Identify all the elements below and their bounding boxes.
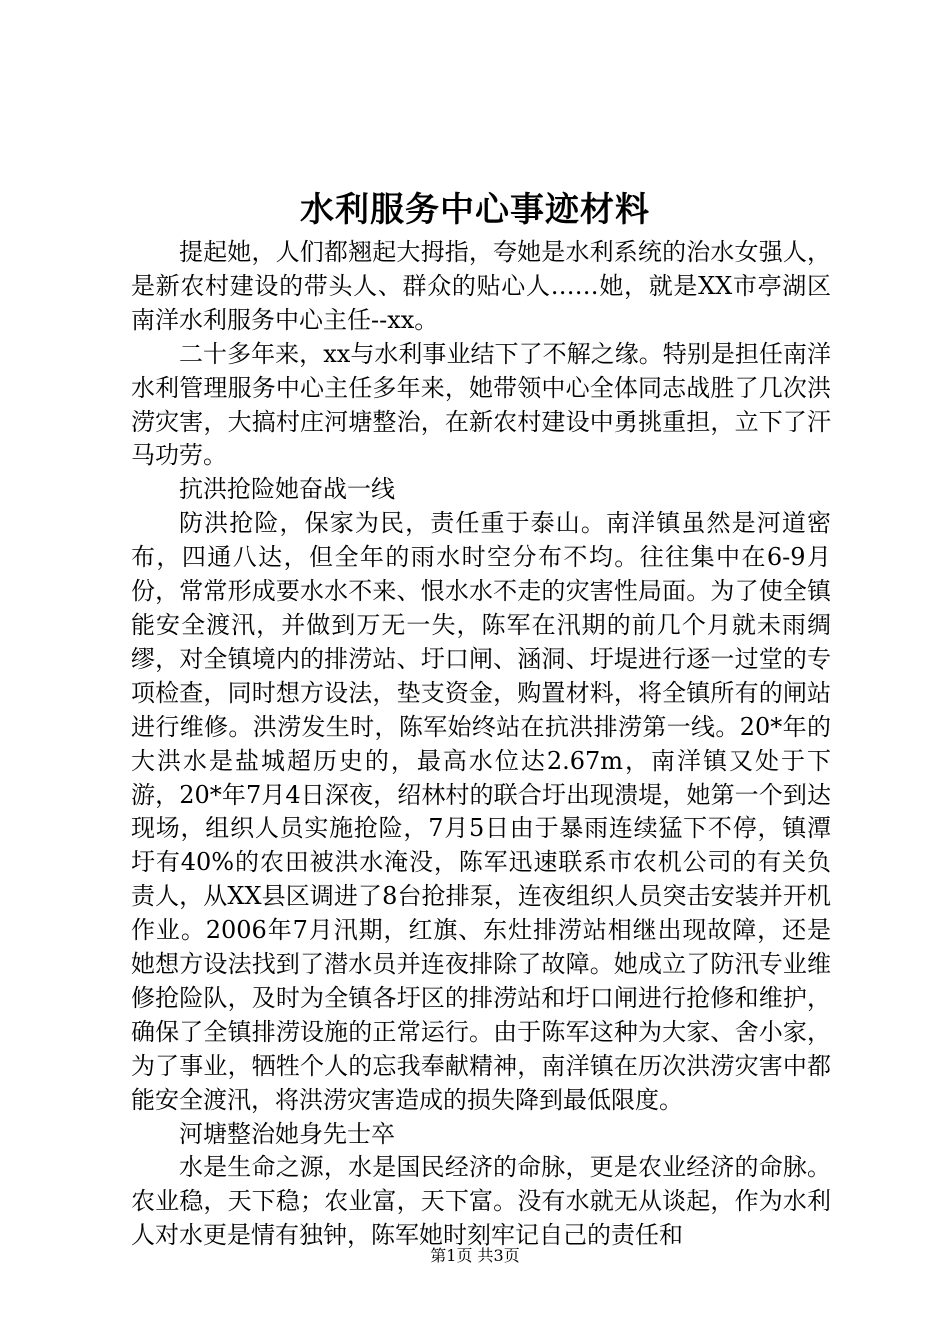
page-footer: 第1页 共3页 bbox=[430, 1246, 520, 1265]
paragraph-river-pond-renovation: 水是生命之源，水是国民经济的命脉，更是农业经济的命脉。农业稳，天下稳；农业富，天下富。没有水就无从谈起，作为水利人对水更是情有独钟，陈军她时刻牢记自己的责任和 bbox=[131, 1153, 831, 1250]
document-title: 水利服务中心事迹材料 bbox=[300, 190, 650, 230]
section-heading-flood-fighting: 抗洪抢险她奋战一线 bbox=[179, 475, 395, 504]
paragraph-overview: 二十多年来，xx与水利事业结下了不解之缘。特别是担任南洋水利管理服务中心主任多年来，她带领中心全体同志战胜了几次洪涝灾害，大搞村庄河塘整治，在新农村建设中勇挑重担，立下了汗马功劳。 bbox=[131, 339, 831, 470]
section-heading-river-pond-renovation: 河塘整治她身先士卒 bbox=[179, 1119, 395, 1148]
paragraph-intro: 提起她，人们都翘起大拇指，夸她是水利系统的治水女强人，是新农村建设的带头人、群众的贴心人……她，就是XX市亭湖区南洋水利服务中心主任--xx。 bbox=[131, 238, 831, 334]
document-body bbox=[131, 236, 831, 1253]
paragraph-flood-fighting: 防洪抢险，保家为民，责任重于泰山。南洋镇虽然是河道密布，四通八达，但全年的雨水时空分布不均。往往集中在6-9月份，常常形成要水水不来、恨水水不走的灾害性局面。为了使全镇能安全渡汛，并做到万无一失，陈军在汛期的前几个月就未雨绸缪，对全镇境内的排涝站、圩口闸、涵洞、圩堤进行逐一过堂的专项检查，同时想方设法，垫支资金，购置材料，将全镇所有的闸站进行维修。洪涝发生时，陈军始终站在抗洪排涝第一线。20*年的大洪水是盐城超历史的，最高水位达2.67m，南洋镇又处于下游，20*年7月4日深夜，绍林村的联合圩出现溃堤，她第一个到达现场，组织人员实施抢险，7月5日由于暴雨连续猛下不停，镇潭圩有40%的农田被洪水淹没，陈军迅速联系市农机公司的有关负责人，从XX县区调进了8台抢排泵，连夜组织人员突击安装并开机作业。2006年7月汛期，红旗、东灶排涝站相继出现故障，还是她想方设法找到了潜水员并连夜排除了故障。她成立了防汛专业维修抢险队，及时为全镇各圩区的排涝站和圩口闸进行抢修和维护，确保了全镇排涝设施的正常运行。由于陈军这种为大家、舍小家，为了事业，牺牲个人的忘我奉献精神，南洋镇在历次洪涝灾害中都能安全渡汛，将洪涝灾害造成的损失降到最低限度。 bbox=[131, 509, 831, 1114]
